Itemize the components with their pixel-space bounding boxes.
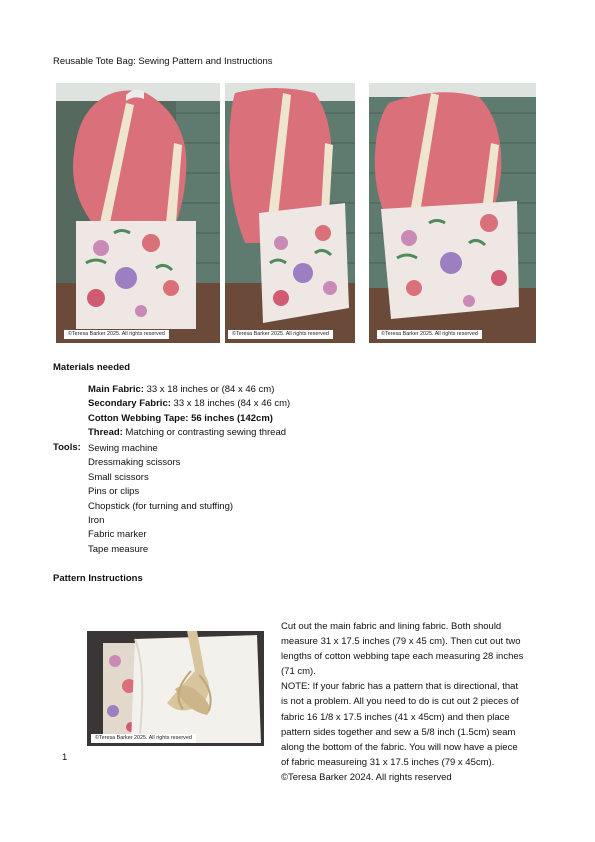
tool-item: Dressmaking scissors [88, 457, 181, 469]
materials-list [88, 383, 290, 440]
fabric-photo [87, 631, 264, 746]
materials-heading: Materials needed [53, 362, 131, 373]
instruction-line: is not a problem. All you need to do is cut out 2 pieces of [281, 696, 519, 708]
tool-item: Fabric marker [88, 529, 147, 541]
pattern-heading: Pattern Instructions [53, 573, 143, 584]
tools-list [88, 442, 233, 557]
tote-photo-2 [225, 83, 355, 343]
document-title: Reusable Tote Bag: Sewing Pattern and Instructions [53, 56, 273, 67]
page-number: 1 [62, 752, 68, 763]
cut-fabric-and-webbing-icon [87, 631, 264, 746]
photo-caption: ©Teresa Barker 2025. All rights reserved [64, 330, 169, 339]
instruction-line: of fabric measureing 31 x 17.5 inches (79 x 45cm). [281, 756, 495, 768]
material-item: Cotton Webbing Tape: 56 inches (142cm) [88, 412, 273, 424]
material-item: Thread: Matching or contrasting sewing thread [88, 426, 287, 438]
instruction-line: Cut out the main fabric and lining fabric. Both should [281, 621, 502, 632]
tote-photo-1 [56, 83, 220, 343]
tote-bag-on-mannequin-icon [56, 83, 220, 343]
material-item: Main Fabric: 33 x 18 inches or (84 x 46 cm) [88, 384, 275, 395]
tools-label: Tools: [53, 442, 81, 453]
tote-bag-on-mannequin-icon [369, 83, 536, 343]
tool-item: Chopstick (for turning and stuffing) [88, 500, 234, 512]
photo-caption: ©Teresa Barker 2025. All rights reserved [228, 330, 333, 339]
tool-item: Iron [88, 515, 105, 527]
instruction-line: measure 31 x 17.5 inches (79 x 45 cm). Then cut out two [281, 636, 521, 648]
pattern-instructions-text [281, 619, 543, 770]
photo-caption: ©Teresa Barker 2025. All rights reserved [91, 734, 196, 743]
instruction-line: NOTE: If your fabric has a pattern that is directional, that [281, 681, 519, 693]
instruction-line: fabric 16 1/8 x 17.5 inches (41 x 45cm) and then place [281, 711, 510, 723]
tote-bag-on-mannequin-icon [225, 83, 355, 343]
instruction-line: along the bottom of the fabric. You will now have a piece [281, 741, 518, 753]
copyright-notice: ©Teresa Barker 2024. All rights reserved [281, 772, 452, 783]
instruction-line: pattern sides together and sew a 5/8 inch (1.5cm) seam [281, 726, 516, 738]
tool-item: Sewing machine [88, 443, 158, 454]
tool-item: Pins or clips [88, 486, 140, 498]
tool-item: Tape measure [88, 543, 149, 555]
material-item: Secondary Fabric: 33 x 18 inches (84 x 46 cm) [88, 398, 291, 410]
tool-item: Small scissors [88, 471, 149, 483]
instruction-line: (71 cm). [281, 666, 316, 678]
photo-caption: ©Teresa Barker 2025. All rights reserved [377, 330, 482, 339]
tote-photo-3 [369, 83, 536, 343]
instruction-line: lengths of cotton webbing tape each measuring 28 inches [281, 651, 524, 663]
